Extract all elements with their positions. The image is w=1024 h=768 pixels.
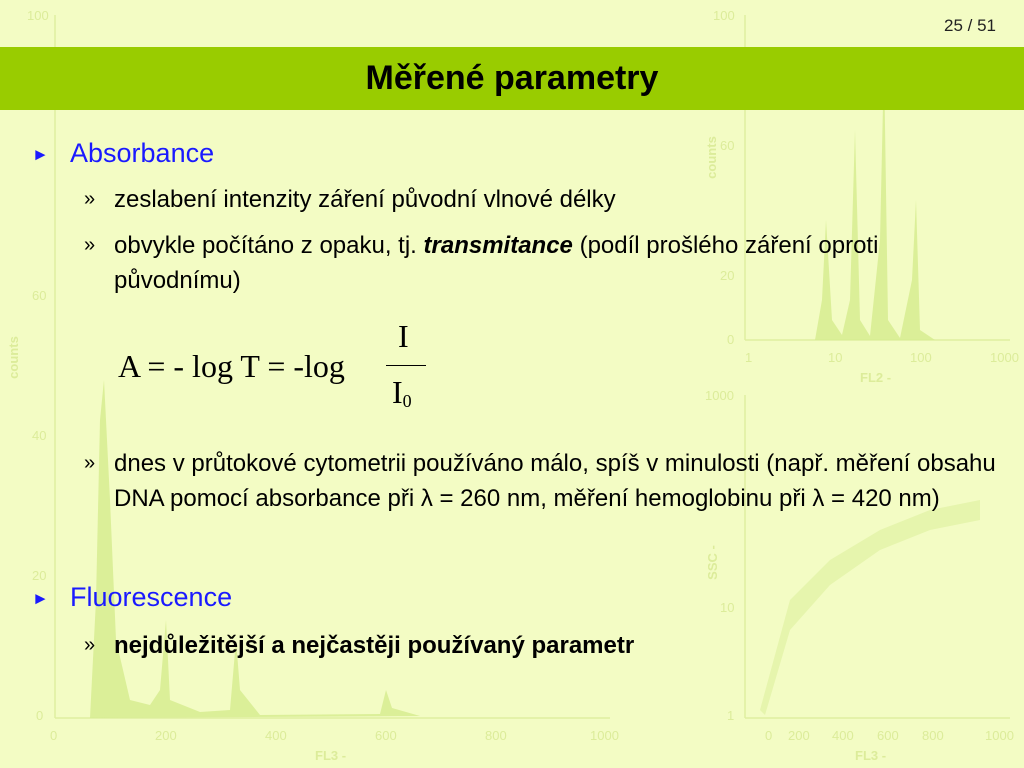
top-right-plot-ytick: 0: [727, 332, 735, 347]
bottom-right-plot-ytick: 10: [720, 600, 735, 615]
bottom-right-plot-xtick: 600: [877, 728, 899, 743]
formula-lhs: A = - log T = -log: [118, 348, 345, 384]
top-right-plot-ylabel: counts: [703, 136, 719, 179]
list-item-text: [114, 228, 1004, 298]
list-item: [84, 182, 1004, 217]
list-item: [84, 628, 1004, 663]
left-plot-xtick: 0: [50, 728, 58, 743]
left-plot-ytick: 40: [32, 428, 47, 443]
bullet-fluorescence: [32, 582, 232, 613]
top-right-plot-xlabel: FL2 -: [860, 370, 892, 385]
triangle-bullet-icon: ►: [32, 145, 49, 164]
top-right-plot-xtick: 1000: [990, 350, 1019, 365]
formula-denominator: $I_0$: [392, 374, 412, 411]
left-plot-xlabel: FL3 -: [315, 748, 347, 763]
top-right-plot-ytick: 60: [720, 138, 735, 153]
top-right-plot-xtick: 10: [828, 350, 843, 365]
left-plot-xtick: 600: [375, 728, 397, 743]
emphasis-transmitance: transmitance: [423, 232, 573, 259]
title-bar: [0, 47, 1024, 110]
bullet-absorbance: [32, 138, 214, 169]
fraction-bar: [386, 365, 426, 366]
left-plot-xtick: 800: [485, 728, 507, 743]
list-item-text: nejdůležitější a nejčastěji používaný parametr: [114, 632, 635, 659]
bottom-right-plot-ylabel: SSC -: [704, 545, 720, 580]
page-number: 25 / 51: [944, 16, 996, 35]
bottom-right-plot-xlabel: FL3 -: [855, 748, 887, 763]
absorbance-formula: [118, 318, 438, 418]
left-plot-ylabel: counts: [5, 336, 21, 379]
sub-bullet-icon: »: [84, 452, 96, 474]
sub-bullet-icon: »: [84, 634, 96, 656]
formula-numerator: I: [398, 318, 409, 354]
list-item: [84, 446, 1004, 516]
top-right-plot-xtick: 100: [910, 350, 932, 365]
bottom-right-plot-ytick: 1: [727, 708, 735, 723]
bottom-right-plot-xtick: 1000: [985, 728, 1014, 743]
fluorescence-heading: Fluorescence: [70, 582, 233, 612]
absorbance-heading: Absorbance: [70, 138, 215, 168]
list-item: [84, 228, 1004, 298]
bottom-right-plot-xtick: 800: [922, 728, 944, 743]
left-plot-ytick: 100: [27, 8, 49, 23]
triangle-bullet-icon: ►: [32, 589, 49, 608]
top-right-plot-ytick: 100: [713, 8, 735, 23]
bottom-right-plot-xtick: 0: [765, 728, 773, 743]
left-plot-xtick: 1000: [590, 728, 619, 743]
formula-subscript: 0: [402, 391, 412, 411]
slide-title: Měřené parametry: [365, 59, 659, 97]
text-post: (podíl prošlého záření oproti původnímu): [114, 232, 879, 294]
bottom-right-plot-ytick: 1000: [705, 388, 734, 403]
sub-bullet-icon: »: [84, 234, 96, 256]
text-pre: obvykle počítáno z opaku, tj.: [114, 232, 424, 259]
list-item-text: dnes v průtokové cytometrii používáno málo, spíš v minulosti (např. měření obsahu DNA pomocí absorbance při λ = 260 nm, měření hemoglobinu při λ = 420 nm): [114, 450, 996, 512]
list-item-text: zeslabení intenzity záření původní vlnové délky: [114, 186, 616, 213]
left-plot-xtick: 400: [265, 728, 287, 743]
top-right-plot-xtick: 1: [745, 350, 753, 365]
left-plot-ytick: 0: [36, 708, 44, 723]
left-plot-ytick: 60: [32, 288, 47, 303]
bottom-right-plot-xtick: 200: [788, 728, 810, 743]
top-right-plot-ytick: 20: [720, 268, 735, 283]
bottom-right-plot-xtick: 400: [832, 728, 854, 743]
left-plot-xtick: 200: [155, 728, 177, 743]
sub-bullet-icon: »: [84, 188, 96, 210]
left-plot-ytick: 20: [32, 568, 47, 583]
